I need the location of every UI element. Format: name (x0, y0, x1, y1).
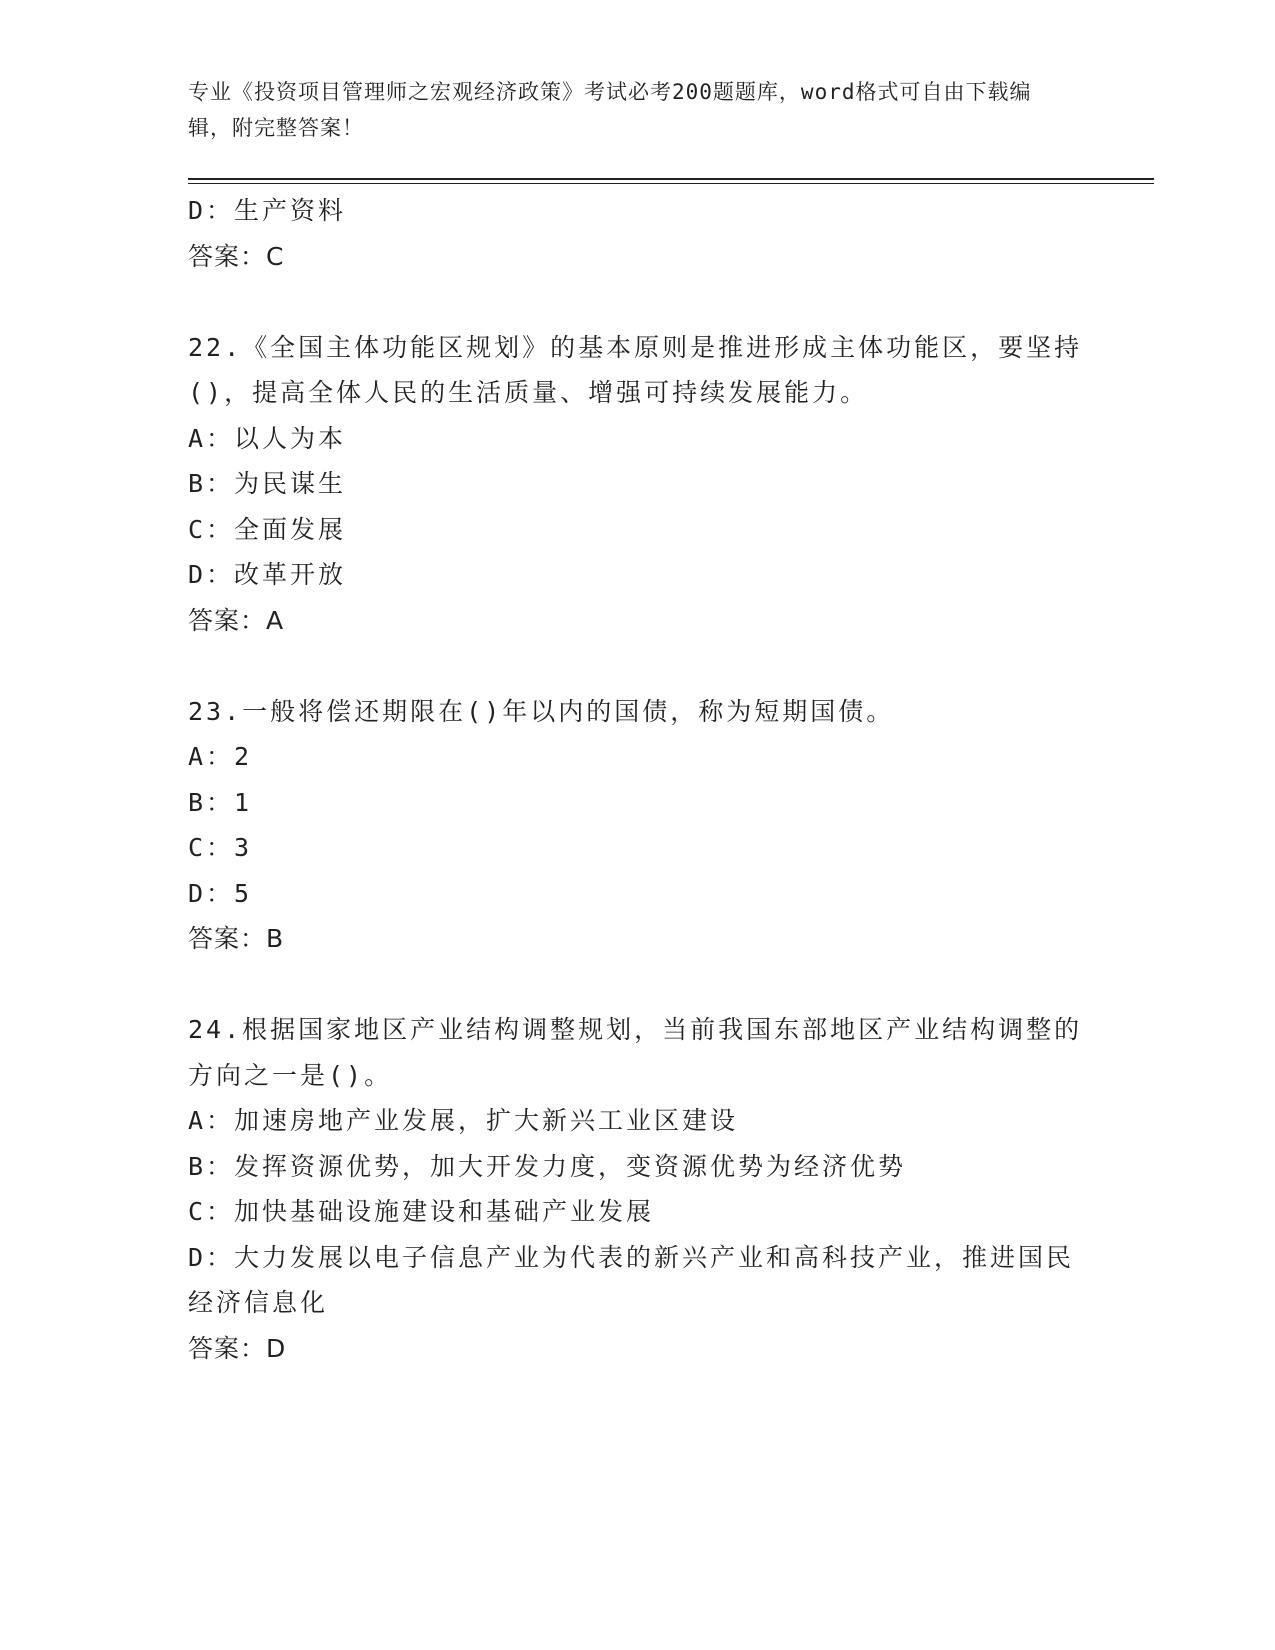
option-c: C：3 (188, 833, 253, 862)
question-block (188, 689, 1088, 962)
option-d: D：5 (188, 878, 253, 908)
answer: 答案：B (188, 924, 285, 953)
answer: 答案：A (188, 605, 285, 635)
option-c: C：加快基础设施建设和基础产业发展 (188, 1197, 655, 1226)
document-header: 专业《投资项目管理师之宏观经济政策》考试必考200题题库，word格式可自由下载编辑，附完整答案！ (188, 80, 1032, 140)
option-a: A：加速房地产业发展，扩大新兴工业区建设 (188, 1106, 739, 1135)
option-b: B：1 (188, 787, 253, 817)
previous-answer: 答案：C (188, 241, 285, 271)
previous-option-d: D：生产资料 (188, 196, 347, 225)
option-c: C：全面发展 (188, 514, 347, 544)
spacer (188, 643, 1088, 689)
question-list (188, 188, 1088, 1371)
option-d: D：大力发展以电子信息产业为代表的新兴产业和高科技产业，推进国民经济信息化 (188, 1242, 1075, 1317)
question-block (188, 1007, 1088, 1371)
question-stem: 23.一般将偿还期限在()年以内的国债，称为短期国债。 (188, 696, 895, 726)
answer: 答案：D (188, 1333, 287, 1363)
question-stem: 24.根据国家地区产业结构调整规划，当前我国东部地区产业结构调整的方向之一是()。 (188, 1015, 1083, 1090)
option-a: A：2 (188, 742, 253, 771)
option-d: D：改革开放 (188, 560, 347, 589)
question-block (188, 325, 1088, 644)
option-b: B：为民谋生 (188, 469, 347, 498)
question-stem: 22.《全国主体功能区规划》的基本原则是推进形成主体功能区，要坚持()，提高全体人民的生活质量、增强可持续发展能力。 (188, 332, 1083, 407)
option-b: B：发挥资源优势，加大开发力度，变资源优势为经济优势 (188, 1151, 907, 1181)
spacer (188, 279, 1088, 325)
option-a: A：以人为本 (188, 423, 347, 453)
spacer (188, 962, 1088, 1008)
header-divider (188, 178, 1154, 184)
